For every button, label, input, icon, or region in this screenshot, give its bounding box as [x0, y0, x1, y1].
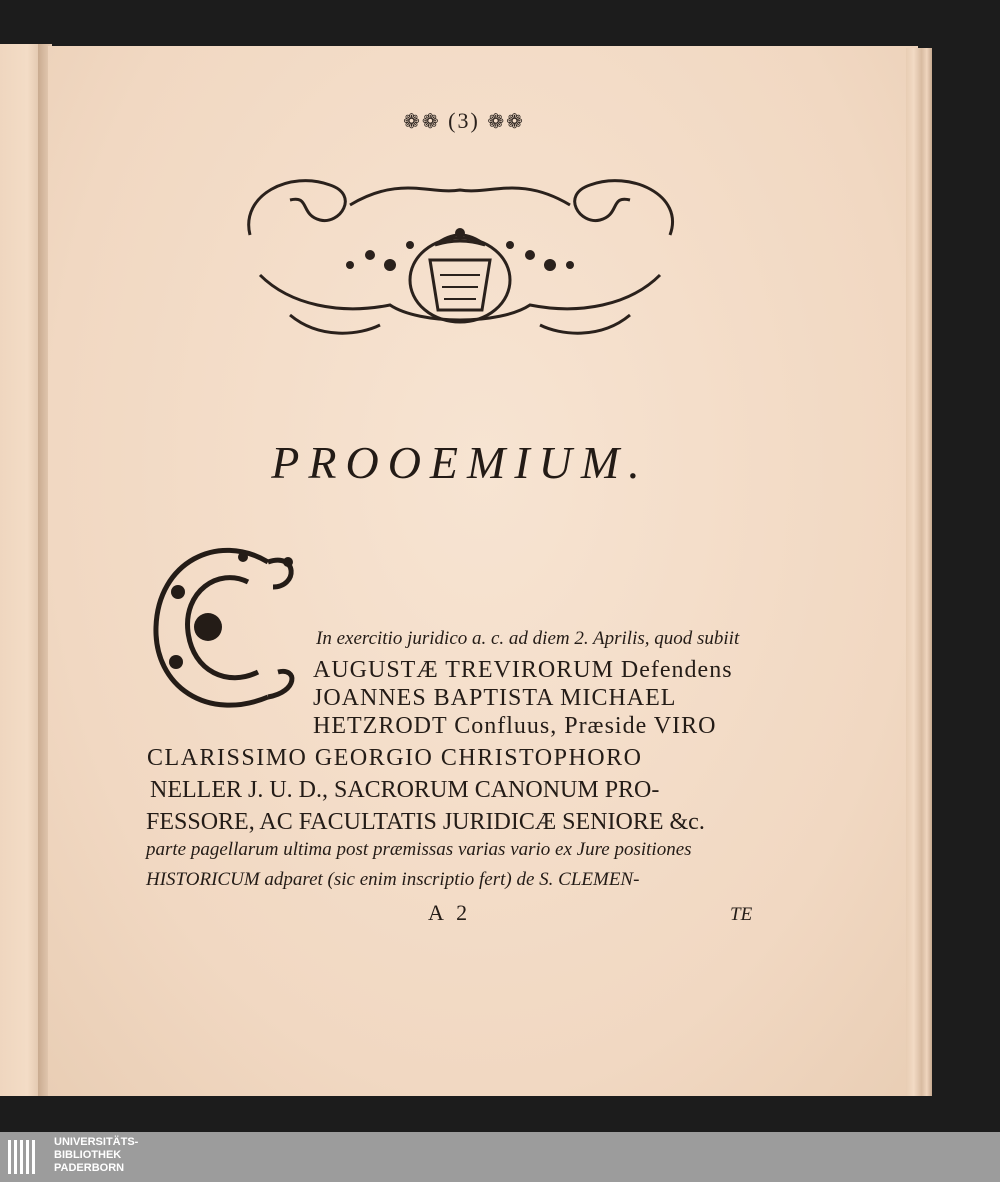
- text-line-6: NELLER J. U. D., SACRORUM CANONUM PRO-: [150, 777, 660, 803]
- page-stack-edge: [906, 48, 932, 1096]
- logo-line-3: PADERBORN: [54, 1162, 125, 1174]
- page-title: PROOEMIUM.: [271, 437, 649, 488]
- text-line-5: CLARISSIMO GEORGIO CHRISTOPHORO: [147, 745, 643, 771]
- catchword: TE: [730, 904, 753, 925]
- text-line-7: FESSORE, AC FACULTATIS JURIDICÆ SENIORE &c.: [146, 809, 705, 835]
- page-number: [384, 108, 544, 134]
- text-line-3: JOANNES BAPTISTA MICHAEL: [313, 685, 677, 711]
- logo-line-1: UNIVERSITÄTS-: [54, 1136, 139, 1148]
- text-line-9: HISTORICUM adparet (sic enim inscriptio fert) de S. CLEMEN-: [146, 869, 640, 890]
- text-line-8: parte pagellarum ultima post præmissas varias vario ex Jure positiones: [146, 839, 692, 860]
- fleuron-left-icon: ❁❁: [403, 111, 441, 133]
- decorated-initial-c-icon: [148, 532, 303, 722]
- library-logo-icon: [6, 1136, 48, 1178]
- fleuron-right-icon: ❁❁: [487, 111, 525, 133]
- logo-line-2: BIBLIOTHEK: [54, 1149, 122, 1161]
- signature-mark: A 2: [428, 900, 472, 925]
- library-footer-bar: [0, 1132, 1000, 1182]
- text-line-1: In exercitio juridico a. c. ad diem 2. Aprilis, quod subiit: [316, 628, 740, 649]
- text-line-2: AUGUSTÆ TREVIRORUM Defendens: [313, 657, 733, 683]
- library-logo-text: [54, 1136, 214, 1175]
- text-line-4: HETZRODT Confluus, Præside VIRO: [313, 713, 717, 739]
- ornamental-headpiece-icon: [230, 165, 690, 350]
- page-number-text: (3): [448, 108, 480, 133]
